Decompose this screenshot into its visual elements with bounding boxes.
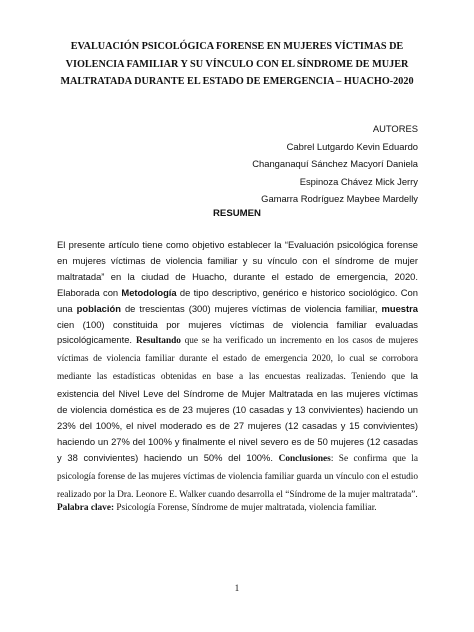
title-line-3: MALTRATADA DURANTE EL ESTADO DE EMERGENCIA – HUACHO-2020 bbox=[60, 76, 414, 87]
keywords-label: Palabra clave: bbox=[57, 503, 115, 513]
abstract-bold-term: Metodología bbox=[121, 286, 177, 298]
document-title bbox=[50, 38, 424, 91]
abstract-text: de trescientas (300) mujeres víctimas de violencia familiar, bbox=[120, 302, 382, 314]
abstract-text: la existencia del Nivel Leve del Síndrome de Mujer Maltratada en las mujeres víctimas de violencia doméstica es de 23 mujeres (10 casadas y 13 convivientes) haciendo un 23% del 100%, el nivel moderado es de 27 mujeres (12 casadas y 15 convivientes) haciendo un 27% del 100% y finalmente el nivel severo es de 50 mujeres (12 casadas y 38 convivientes) haciendo un 50% del 100%. bbox=[57, 370, 418, 463]
resumen-heading: RESUMEN bbox=[213, 208, 261, 219]
authors-heading: AUTORES bbox=[372, 123, 418, 134]
title-line-1: EVALUACIÓN PSICOLÓGICA FORENSE EN MUJERES VÍCTIMAS DE bbox=[70, 41, 404, 52]
abstract-bold-term: muestra bbox=[381, 302, 419, 314]
title-line-2: VIOLENCIA FAMILIAR Y SU VÍNCULO CON EL SÍNDROME DE MUJER bbox=[65, 58, 409, 70]
abstract-bold-term: población bbox=[76, 302, 121, 314]
author-name: Changanaquí Sánchez Macyorí Daniela bbox=[252, 158, 418, 170]
abstract-text: El presente artículo tiene como objetivo establecer la “Evaluación psicológica forense en mujeres víctimas de violencia familiar y su vínculo con el síndrome de mujer maltratada” en la ciudad de Huacho, durante el estado de emergencia, 2020. Elaborada con bbox=[57, 239, 418, 298]
abstract-text: cien (100) constituida por mujeres víctimas de violencia familiar evaluadas psicológicamente. bbox=[57, 318, 418, 346]
abstract-bold-term: Resultando bbox=[136, 336, 181, 347]
page-number: 1 bbox=[234, 584, 240, 594]
abstract-text: : Se confirma que la psicología forense de las mujeres víctimas de violencia familiar guarda un vínculo con el estudio realizado por la Dra. Leonore E. Walker cuando desarrolla el “Síndrome de la mujer maltratada”. bbox=[57, 453, 418, 500]
keywords-line bbox=[57, 503, 418, 513]
abstract-bold-term: Conclusiones bbox=[278, 453, 331, 464]
keywords-text: Psicología Forense, Síndrome de mujer maltratada, violencia familiar. bbox=[114, 503, 377, 513]
author-name: Gamarra Rodríguez Maybee Mardelly bbox=[261, 193, 418, 205]
abstract-text: que se ha verificado un incremento en los casos de mujeres víctimas de violencia familiar durante el estado de emergencia 2020, lo cual se corrobora mediante las estadísticas obtenidas en base a las encuestas realizadas. Teniendo que bbox=[57, 336, 418, 383]
abstract-text: de tipo descriptivo, genérico e historico sociológico. Con una bbox=[57, 286, 418, 314]
author-name: Espinoza Chávez Mick Jerry bbox=[299, 175, 418, 187]
abstract-paragraph bbox=[57, 237, 418, 504]
authors-block bbox=[252, 120, 418, 208]
author-name: Cabrel Lutgardo Kevin Eduardo bbox=[286, 140, 418, 152]
